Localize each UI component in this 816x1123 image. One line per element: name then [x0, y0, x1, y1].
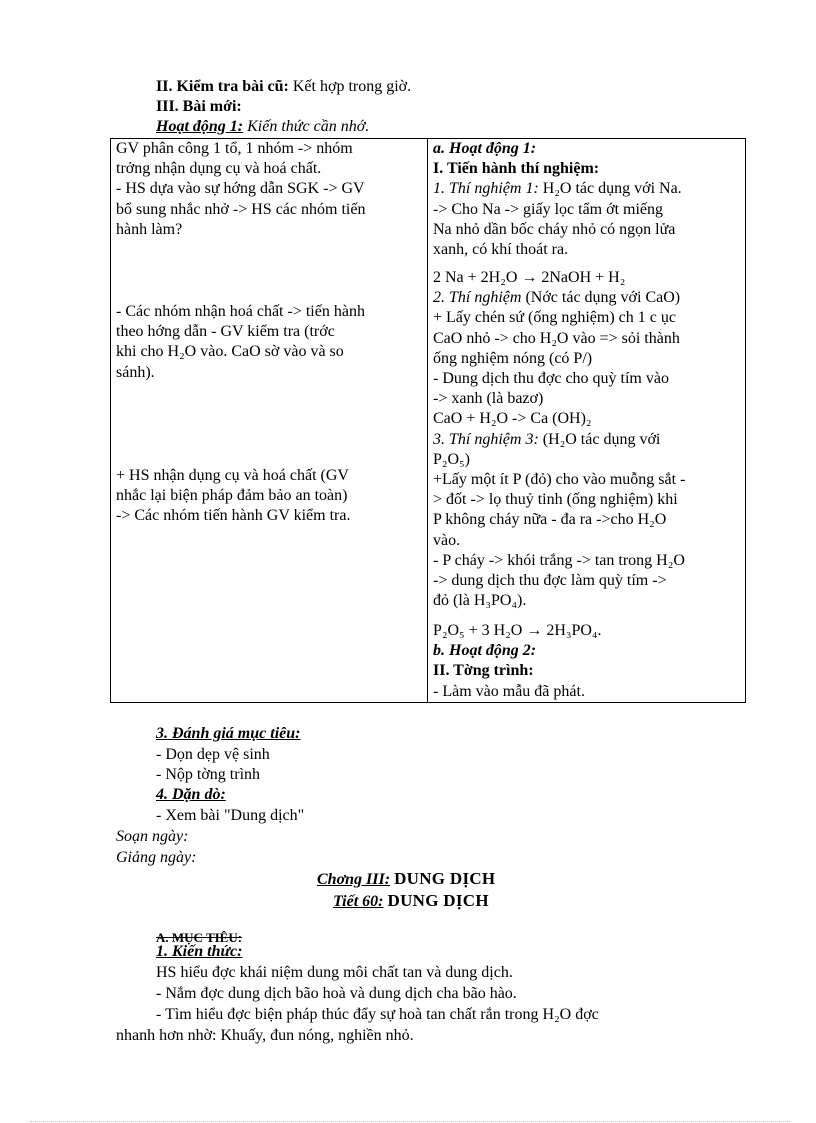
old-lesson-check	[156, 77, 411, 97]
section2-text: Kết hợp trong giờ.	[292, 78, 412, 95]
right-line: +Lấy một ít P (đỏ) cho vào muỗng sắt -	[433, 471, 686, 489]
equation-2: P₂O₅ + 3 H₂O → 2H₃PO₄.	[433, 622, 602, 639]
activity-label: Hoạt động 1:	[156, 118, 244, 135]
lesson-title: DUNG DỊCH	[387, 891, 489, 910]
right-line: CaO nhỏ -> cho H₂O vào => sỏi thành	[433, 329, 680, 347]
lesson-heading	[333, 891, 489, 912]
left-line: - Các nhóm nhận hoá chất -> tiến hành	[116, 303, 365, 320]
objective-line: - Nắm đợc dung dịch bão hoà và dung dịch cha bão hào.	[156, 985, 517, 1002]
right-line: -> dung dịch thu đợc làm quỳ tím ->	[433, 572, 667, 590]
right-line: đỏ (là H₃PO₄).	[433, 592, 527, 610]
section1-title: I. Tiến hành thí nghiệm:	[433, 160, 600, 178]
teach-date-label: Giảng ngày:	[116, 849, 197, 866]
experiment3-heading	[433, 430, 685, 450]
left-block-1	[116, 139, 365, 240]
left-line: khi cho H₂O vào. CaO sờ vào và so	[116, 343, 344, 361]
right-line: - P cháy -> khói trắng -> tan trong H₂O	[433, 551, 685, 569]
experiment2-label: 2. Thí nghiệm	[433, 289, 522, 307]
left-line: + HS nhận dụng cụ và hoá chất (GV	[116, 467, 349, 484]
experiment1-rest: H₂O tác dụng với Na.	[542, 180, 682, 198]
left-line: GV phân công 1 tổ, 1 nhóm -> nhóm	[116, 140, 353, 157]
section2-title: II. Tờng trình:	[433, 662, 534, 680]
right-line: -> Cho Na -> giấy lọc tẩm ớt miếng	[433, 200, 664, 218]
section2-text: - Làm vào mẫu đã phát.	[433, 682, 585, 700]
lesson-label: Tiết 60:	[333, 893, 384, 910]
chapter-heading	[317, 869, 495, 890]
right-block-top	[433, 139, 682, 260]
right-line: P không cháy nữa - đa ra ->cho H₂O	[433, 511, 667, 529]
right-line: P₂O₅)	[433, 450, 470, 468]
knowledge-label: 1. Kiến thức:	[156, 943, 243, 960]
chapter-title: DUNG DỊCH	[394, 869, 496, 888]
left-line: theo hớng dẫn - GV kiểm tra (trớc	[116, 323, 335, 341]
homework-item: - Xem bài "Dung dịch"	[156, 807, 305, 824]
activity1-title: a. Hoạt động 1:	[433, 140, 537, 157]
assessment-title: 3. Đánh giá mục tiêu:	[156, 725, 301, 742]
left-block-3	[116, 466, 350, 527]
left-line: nhắc lại biện pháp đảm bảo an toàn)	[116, 487, 348, 505]
right-line: - Dung dịch thu đợc cho quỳ tím vào	[433, 370, 669, 388]
objective-line: HS hiểu đợc khái niệm dung môi chất tan và dung dịch.	[156, 964, 513, 981]
chapter-label: Chơng III:	[317, 871, 391, 888]
experiment1-label: 1. Thí nghiệm 1:	[433, 180, 539, 198]
left-line: sánh).	[116, 363, 155, 381]
right-line: vào.	[433, 531, 461, 549]
right-line: ống nghiệm nóng (có P/)	[433, 349, 593, 367]
right-line: > đốt -> lọ thuỷ tinh (ống nghiệm) khi	[433, 491, 678, 509]
experiment2-rest: (Nớc tác dụng với CaO)	[525, 289, 681, 307]
left-line: bổ sung nhắc nhở -> HS các nhóm tiến	[116, 200, 366, 218]
objective-line: nhanh hơn nhờ: Khuấy, đun nóng, nghiền nhỏ.	[116, 1027, 414, 1044]
right-line: Na nhỏ dần bốc cháy nhỏ có ngọn lửa	[433, 220, 676, 238]
activity-heading	[156, 117, 369, 137]
objectives-label: A. MỤC TIÊU:	[156, 930, 243, 945]
section2-label: II. Kiểm tra bài cũ:	[156, 78, 289, 95]
left-line: -> Các nhóm tiến hành GV kiểm tra.	[116, 507, 351, 525]
experiment3-label: 3. Thí nghiệm 3:	[433, 430, 539, 448]
activity-text: Kiến thức cần nhớ.	[247, 118, 370, 135]
assessment-item: - Nộp tờng trình	[156, 766, 261, 783]
experiment1-heading	[433, 179, 682, 199]
assessment-item: - Dọn dẹp vệ sinh	[156, 746, 270, 763]
right-block-bottom	[433, 621, 601, 702]
right-line: -> xanh (là bazơ)	[433, 390, 544, 408]
equation-1: 2 Na + 2H₂O → 2NaOH + H₂	[433, 269, 626, 286]
homework-title: 4. Dặn dò:	[156, 786, 226, 803]
left-line: - HS dựa vào sự hớng dẫn SGK -> GV	[116, 180, 365, 198]
experiment2-heading	[433, 288, 685, 308]
left-line: trởng nhận dụng cụ và hoá chất.	[116, 160, 322, 178]
page-bottom-rule	[30, 1121, 790, 1122]
right-block-mid	[433, 268, 685, 611]
left-block-2	[116, 302, 365, 383]
right-line: + Lấy chén sứ (ống nghiệm) ch 1 c ục	[433, 309, 676, 327]
experiment3-rest: (H₂O tác dụng với	[542, 430, 661, 448]
activity2-title: b. Hoạt động 2:	[433, 642, 537, 660]
right-line: CaO + H₂O -> Ca (OH)₂	[433, 410, 592, 428]
left-line: hành làm?	[116, 220, 183, 238]
table-column-divider	[427, 138, 428, 703]
objective-line: - Tìm hiểu đợc biện pháp thúc đẩy sự hoà tan chất rắn trong H₂O đợc	[156, 1006, 599, 1023]
prepare-date-label: Soạn ngày:	[116, 828, 189, 845]
right-line: xanh, có khí thoát ra.	[433, 241, 569, 259]
section3-label: III. Bài mới:	[156, 98, 242, 115]
